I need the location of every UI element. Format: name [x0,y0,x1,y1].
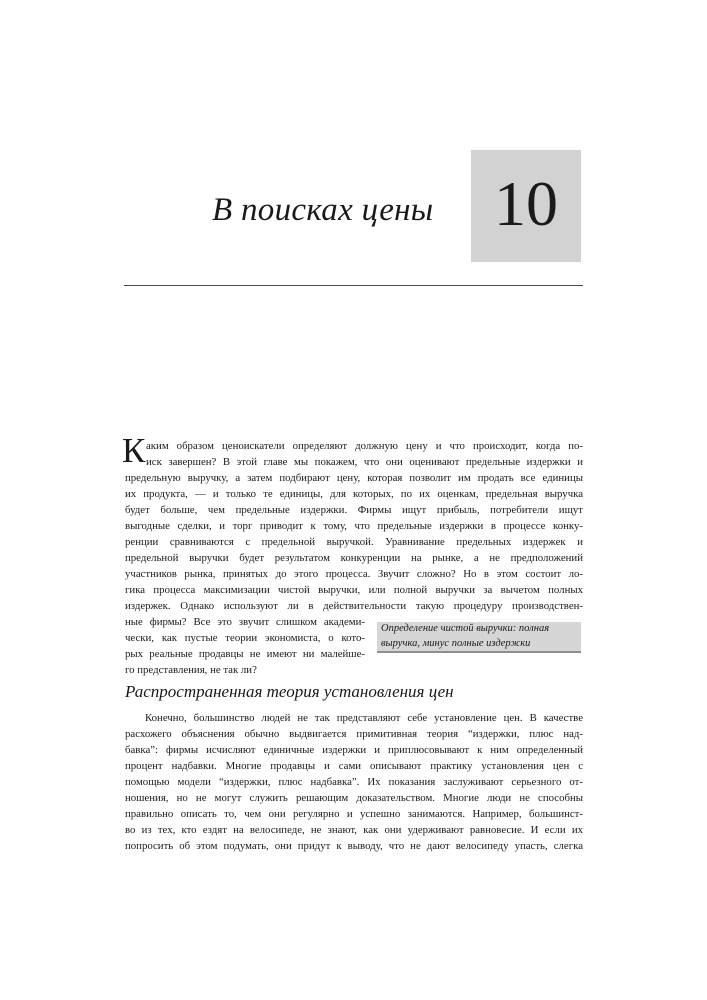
body-line: правильно описать то, чем они регулярно и успешно занимаются. Например, большинст- [125,808,583,820]
body-line: предельную выручку, а затем подбирают цену, которая позволит им продать все единицы [125,472,583,484]
body-line: их продукта, — и только те единицы, для которых, по их оценкам, предельная выручка [125,488,583,500]
chapter-title: В поисках цены [212,192,434,228]
body-line: ренции сравниваются с предельной выручкой. Уравнивание предельных издержек и [125,536,583,548]
title-divider [124,285,583,286]
body-line: издержек. Однако используют ли в действительности такую процедуру производствен- [125,600,583,612]
body-line: аким образом ценоискатели определяют должную цену и что происходит, когда по- [146,440,583,452]
sidebar-definition-box [377,622,581,653]
chapter-number: 10 [494,168,558,239]
body-line: предельной выручки будет результатом конкуренции на рынке, а не предположений [125,552,583,564]
body-line: иск завершен? В этой главе мы покажем, что они оценивают предельные издержки и [146,456,583,468]
section-heading: Распространенная теория установления цен [125,682,454,701]
body-line: помощью модели “издержки, плюс надбавка”. Их показания заслуживают серьезного от- [125,776,583,788]
chapter-number-box [471,150,581,262]
drop-cap: К [122,431,146,470]
body-line: ные фирмы? Все это звучит слишком академи- [125,616,365,628]
body-line: бавка”: фирмы исчисляют единичные издержки и приплюсовывают к ним определенный [125,744,583,756]
body-line: го представления, не так ли? [125,664,257,676]
body-line: Конечно, большинство людей не так представляют себе установление цен. В качестве [145,712,583,724]
body-line: участников рынка, принятых до этого процесса. Звучит сложно? Но в этом состоит ло- [125,568,583,580]
body-line: гика процесса максимизации чистой выручки, или полной выручки за вычетом полных [125,584,583,596]
body-line: чески, как пустые теории экономиста, о кото- [125,632,365,644]
body-line: ношения, но не могут служить решающим доказательством. Многие люди не способны [125,792,583,804]
body-line: попросить об этом подумать, они придут к выводу, что не дают велосипеду упасть, слегка [125,840,583,852]
body-line: рых реальные продавцы не имеют ни малейше- [125,648,365,660]
sidebar-definition-line: Определение чистой выручки: полная [381,623,550,634]
body-line: выгодные сделки, и торг приводит к тому, что предельные издержки в процессе конку- [125,520,583,532]
body-line: во из тех, кто ездят на велосипеде, не знают, как они удерживают равновесие. И если их [125,824,583,836]
body-line: расхожего объяснения обычно выдвигается примитивная теория “издержки, плюс над- [125,728,583,740]
body-line: будет больше, чем предельные издержки. Фирмы ищут прибыль, потребители ищут [125,504,583,516]
sidebar-definition-line: выручка, минус полные издержки [381,637,531,649]
body-line: процент надбавки. Многие продавцы и сами описывают практику установления цен с [125,760,583,772]
